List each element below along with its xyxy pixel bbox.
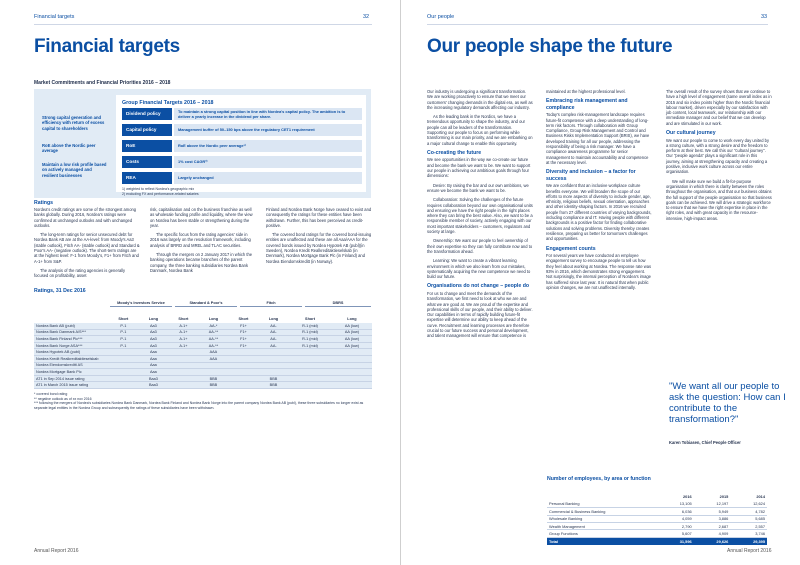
table-row [547, 515, 767, 522]
target-row [122, 108, 362, 120]
rating-cell: AA-** [199, 336, 228, 343]
paragraph: The long-term ratings for senior unsecured debt for Nordea Bank AB are at the AA-level: from Moody's Aa3 (stable outlook), Fitch AA- (stable outlook) and Standard & Poor's AA- (negative outlook). The short-term ratings are at the highest level: F-1 from Moody's, F1+ from Fitch and A-1+ from S&P. [34, 232, 140, 264]
paragraph: Today's complex risk-management landscape requires future-fit competence with a deep understanding of long-term risk factors. Through collaboration with Group Compliance, Group Risk Management and Control and Business Risks Implementation Support (BRIS), we have developed training for all our people, addressing the responsibility of being a risk manager. We have a compliance awareness programme for senior management to maintain accountability and competence at the necessary level. [546, 112, 650, 165]
count-cell: 4,059 [657, 515, 694, 522]
rating-cell [332, 349, 372, 356]
count-cell: 5,949 [694, 508, 731, 515]
employees-table [547, 493, 767, 545]
paragraph: Learning: We want to create a vibrant learning environment in which we also learn from our mistakes, systematically acquiring the new competence we need to build our future. [427, 258, 531, 280]
running-header: Our people [427, 14, 455, 20]
paragraph: We are confident that an inclusive workplace culture benefits everyone. We will broaden the scope of our efforts to more aspects of diversity to include gender, age, ethnicity, religious beliefs, sexual orientation, approaches and other identity-shaping factors. In 2016 we recruited people from 27 different countries of varying backgrounds, including compliance and IT. Having people with different backgrounds is a positive factor for finding collaborative solutions and solving problems. Diversity thereby creates resilience, preparing us better for tomorrow's challenges and opportunities. [546, 183, 652, 242]
rating-cell: F1+ [228, 323, 259, 330]
footnote: 2) excluding FX and performance-related salaries [122, 192, 199, 196]
count-cell: 6,036 [657, 508, 694, 515]
paragraph: For us to change and meet the demands of the transformation, we first need to look at who we are and what we are good at. We are proud of the expertise and professional skills of our people, and their ability to deliver. Our capabilities in terms of rapidly building future-fit expertise will determine our ability to keep ahead of the curve. Recruitment and learning processes are therefore crucial to our future success and personal development, and talent management will ensure that competence is [427, 290, 533, 339]
col-head: Short [178, 317, 189, 322]
entity-name: Nordea Mortgage Bank Plc [34, 369, 108, 376]
rating-cell: AA-** [199, 342, 228, 349]
rating-cell [332, 356, 372, 363]
entity-name: Nordea Bank AB (publ) [34, 323, 108, 330]
col-head: Short [305, 317, 315, 322]
target-row [122, 156, 362, 168]
count-cell: 5,685 [730, 515, 767, 522]
table-row [547, 508, 767, 515]
total-cell: 29,626 [694, 537, 731, 544]
pull-quote: "We want all our people to ask the question: How can I contribute to the transformation?" [669, 381, 786, 425]
rating-cell [288, 362, 332, 369]
table-row [34, 323, 372, 330]
table-notes [34, 392, 372, 410]
total-row [547, 537, 767, 544]
entity-name: AT1 in Sep 2014 issue rating [34, 375, 108, 382]
rating-cell [168, 349, 199, 356]
entity-name: Nordea Bank Norge ASA*** [34, 342, 108, 349]
rating-cell [168, 382, 199, 389]
rating-cell: P-1 [108, 329, 139, 336]
page-number: 32 [363, 14, 370, 20]
rating-cell [199, 369, 228, 376]
rating-cell: R-1 (mid) [288, 336, 332, 343]
area-name: Group Functions [547, 530, 657, 537]
count-cell: 3,746 [730, 530, 767, 537]
rating-cell: Aaa [139, 349, 168, 356]
count-cell: 12,197 [694, 500, 731, 507]
total-cell: 31,596 [657, 537, 694, 544]
table-row [34, 369, 372, 376]
rating-cell [168, 362, 199, 369]
rating-cell: Aa3 [139, 342, 168, 349]
rating-cell [108, 356, 139, 363]
agency-header: Fitch [240, 301, 302, 307]
rating-cell: BBB [259, 375, 288, 382]
rating-cell [288, 382, 332, 389]
paragraph: For several years we have conducted an employee engagement survey to encourage people to tell us how they feel about working at Nordea. The response rate was 93% in 2016, which demonstrates strong engagement. Not surprisingly, the internal perception of Nordea's image has suffered since last year. It is natural that when public opinion changes, we are not unaffected internally. [546, 253, 652, 290]
table-row [547, 523, 767, 530]
entity-name: AT1 in March 2015 issue rating [34, 382, 108, 389]
rating-cell: A-1+ [168, 323, 199, 330]
rating-cell [228, 375, 259, 382]
footer: Annual Report 2016 [727, 548, 772, 554]
col-head: Short [118, 317, 129, 322]
rating-cell: Aaa [139, 356, 168, 363]
year-head: 2016 [683, 494, 692, 500]
rating-cell: Baa3 [139, 382, 168, 389]
count-cell: 4,909 [694, 530, 731, 537]
rating-cell [108, 369, 139, 376]
entity-name: Nordea Eiendomskreditt AS [34, 362, 108, 369]
target-label: Dividend policy [122, 108, 172, 120]
target-value: To maintain a strong capital position in line with Nordea's capital policy. The ambition is to deliver a yearly increase in the dividend per share. [174, 108, 362, 120]
section-heading: Ratings [34, 200, 54, 206]
paragraph: Our industry is undergoing a significant transformation. We are working proactively to ensure that we meet our customers' changing demands in the digital era, as well as the increasing regulatory demands affecting our industry. [427, 89, 533, 110]
agency-header: Moody's Investors Service [110, 301, 172, 307]
rating-cell [288, 356, 332, 363]
goal-2: RoE above the Nordic peer average [42, 143, 96, 154]
note: ** negative outlook as of xx nov 2016 [34, 396, 92, 401]
paragraph: risk, capitalisation and on the business franchise as well as wholesale funding profile and liquidity, where the view on Nordea has been stable or strengthening during the year. [150, 207, 253, 228]
rating-cell: BBB [259, 382, 288, 389]
paragraph: Through the mergers on 2 January 2017 in which the banking operations became branches of the parent company, the three banking subsidiaries Nordea Bank Danmark, Nordea Bank [150, 252, 253, 273]
year-head: 2014 [756, 494, 765, 500]
rating-cell [259, 356, 288, 363]
table-header [547, 493, 767, 500]
rating-cell: AAA [199, 349, 228, 356]
target-label: RoE [122, 140, 172, 152]
rating-cell: Aa3 [139, 323, 168, 330]
count-cell: 13,105 [657, 500, 694, 507]
paragraph: Desire: By raising the bar and our own ambitions, we ensure we become the bank we want to be. [427, 182, 529, 193]
text-column [546, 89, 652, 294]
rating-cell: R-1 (mid) [288, 329, 332, 336]
agency-header: DBRS [305, 301, 371, 307]
entity-name: Nordea Bank Finland Plc*** [34, 336, 108, 343]
rating-cell: AA (low) [332, 323, 372, 330]
target-row [122, 140, 362, 152]
rating-cell [332, 375, 372, 382]
paragraph: Ownership: We want our people to feel ownership of their own expertise so they can fully contribute now and to the transformation ahead. [427, 238, 533, 254]
section-heading: Organisations do not change – people do [427, 283, 530, 290]
entity-name: Nordea Hypotek AB (publ) [34, 349, 108, 356]
paragraph: We see opportunities in the way we co-create our future and become the bank we want to be. We want to support our people in achieving our ambitious goals through four dimensions: [427, 157, 531, 179]
area-name: Wealth Management [547, 523, 657, 530]
targets-title: Group Financial Targets 2016 – 2018 [122, 100, 214, 106]
text-column [427, 89, 533, 343]
table-row [34, 349, 372, 356]
table-row [34, 382, 372, 389]
entity-name: Nordea Bank Danmark A/S*** [34, 329, 108, 336]
section-heading: Embracing risk management and compliance [546, 98, 628, 111]
rating-cell: P-1 [108, 336, 139, 343]
section-heading: Diversity and inclusion – a factor for success [546, 169, 636, 182]
paragraph: The covered bond ratings for the covered bond-issuing entities are unaffected and these are all Aaa/AAA for the covered bonds issued by Nordea Hypotek AB (publ)(in Sweden), Nordea Kredit Realkreditaktieselskab (in Denmark), Nordea Mortgage Bank Plc (in Finland) and Nordea Eiendomskreditt (in Norway). [266, 232, 372, 264]
table-row [34, 329, 372, 336]
rating-cell: Aaa [139, 369, 168, 376]
rating-cell: Aa3 [139, 336, 168, 343]
rating-cell [228, 382, 259, 389]
quote-attribution: Karen Tobiasen, Chief People Officer [669, 440, 741, 445]
area-name: Wholesale Banking [547, 515, 657, 522]
goal-3: Maintain a low risk profile based on actively managed and resilient businesses [42, 162, 107, 178]
rating-cell: Aa3 [139, 329, 168, 336]
header-rule [427, 24, 768, 25]
text-column [34, 207, 140, 283]
rating-cell: AA (low) [332, 329, 372, 336]
count-cell: 2,557 [730, 523, 767, 530]
table-row [34, 375, 372, 382]
target-value: RoE above the Nordic peer average¹⁾ [174, 140, 362, 152]
rating-cell: AA- [259, 336, 288, 343]
count-cell: 12,624 [730, 500, 767, 507]
table-row [34, 356, 372, 363]
target-value: 1% cost CAGR²⁾ [174, 156, 362, 168]
page-title: Our people shape the future [427, 36, 673, 57]
count-cell: 4,782 [730, 508, 767, 515]
rating-cell: P-1 [108, 342, 139, 349]
mc-title: Market Commitments and Financial Priorities 2016 – 2018 [34, 80, 171, 86]
rating-cell [228, 369, 259, 376]
rating-cell: F1+ [228, 336, 259, 343]
table-row [34, 336, 372, 343]
rating-cell: AA- [259, 329, 288, 336]
rating-cell: R-1 (mid) [288, 342, 332, 349]
rating-cell [108, 382, 139, 389]
area-name: Commercial & Business Banking [547, 508, 657, 515]
paragraph: The analysis of the rating agencies is generally focused on profitability, asset [34, 267, 126, 279]
rating-cell [108, 375, 139, 382]
rating-cell: BBB [199, 382, 228, 389]
paragraph: Finland and Nordea Bank Norge have ceased to exist and consequently the ratings for these entities have been withdrawn. Further, this has been perceived as credit-positive. [266, 207, 372, 228]
rating-cell [259, 369, 288, 376]
rating-cell [199, 362, 228, 369]
rating-cell: AA (low) [332, 336, 372, 343]
rating-cell: AAA [199, 356, 228, 363]
entity-name: Nordea Kredit Realkreditaktieselskab [34, 356, 108, 363]
section-heading: Engagement counts [546, 245, 596, 252]
page-title: Financial targets [34, 36, 180, 57]
note: * covered bond rating [34, 392, 68, 396]
target-label: REA [122, 172, 172, 184]
target-row [122, 172, 362, 184]
rating-cell: AA-* [199, 323, 228, 330]
target-value: Largely unchanged [174, 172, 362, 184]
col-head: Long [347, 317, 357, 322]
paragraph: We want our people to come to work every day united by a strong culture, with a strong desire and the freedom to perform at their best. We call this our "cultural journey". Our "people agenda" plays a significant role in this journey, aiming at strengthening capacity and creating a positive, inclusive work culture across our entire organisation. [666, 137, 770, 175]
rating-cell [108, 362, 139, 369]
rating-cell [288, 349, 332, 356]
rating-cell: A-1+ [168, 342, 199, 349]
rating-cell: AA-** [199, 329, 228, 336]
rating-cell: F1+ [228, 342, 259, 349]
count-cell: 2,790 [657, 523, 694, 530]
target-row [122, 124, 362, 136]
target-label: Costs [122, 156, 172, 168]
rating-cell [332, 362, 372, 369]
paragraph: The overall result of the survey shows that we continue to have a high level of engagement (same overall index as in 2015 and six index points higher than the Nordic financial labour market), driven especially by our satisfaction with job content, local teamwork, our relationship with our immediate manager and our belief that we can develop and are stimulated in our work. [666, 89, 772, 126]
rating-cell [288, 369, 332, 376]
rating-cell [288, 375, 332, 382]
count-cell: 3,886 [694, 515, 731, 522]
rating-cell [108, 349, 139, 356]
col-head: Long [208, 317, 219, 322]
rating-cell: A-1+ [168, 329, 199, 336]
table-subheader [34, 316, 372, 323]
rating-cell: AA- [259, 323, 288, 330]
table-row [34, 342, 372, 349]
running-header: Financial targets [34, 14, 75, 20]
count-cell: 5,607 [657, 530, 694, 537]
total-cell: 29,395 [730, 537, 767, 544]
rating-cell: R-1 (mid) [288, 323, 332, 330]
rating-cell [168, 375, 199, 382]
rating-cell [168, 356, 199, 363]
rating-cell: Baa3 [139, 375, 168, 382]
table-row [547, 530, 767, 537]
footnote: 1) weighted to reflect Nordea's geographic mix [122, 187, 195, 191]
footer: Annual Report 2016 [34, 548, 79, 554]
rating-cell [228, 356, 259, 363]
rating-cell: AA- [259, 342, 288, 349]
rating-cell: P-1 [108, 323, 139, 330]
text-column [150, 207, 256, 277]
year-head: 2015 [719, 494, 729, 500]
rating-cell [228, 349, 259, 356]
paragraph: Collaboration: Solving the challenges of the future requires collaboration beyond our own organisational units and ensuring we have the right people in the right places where they can bring the best value. Also, we want to be a responsible member of society, actively engaging with our most important stakeholders – customers, regulators and society at large. [427, 197, 533, 235]
section-heading: Co-creating the future [427, 149, 482, 156]
area-name: Personal Banking [547, 500, 657, 507]
section-heading: Our cultural journey [666, 130, 716, 137]
rating-cell: F1+ [228, 329, 259, 336]
target-label: Capital policy [122, 124, 172, 136]
rating-cell: AA (low) [332, 342, 372, 349]
text-column [266, 207, 372, 268]
table-row [547, 500, 767, 507]
table-row [34, 362, 372, 369]
page-number: 33 [761, 14, 768, 20]
target-value: Management buffer of 50–150 bps above the regulatory CET1 requirement [174, 124, 362, 136]
paragraph: We will make sure we build a fit-for-purpose organisation in which there is clarity between the roles throughout the organisation, and that our business obtains the full support of the people organisation so that business goals can be achieved. We will drive a strategic workforce to ensure that we have the right expertise in place in the right roles, and with great capacity in the resource-intensive, high-impact areas. [666, 178, 772, 221]
paragraph: As the leading bank in the Nordics, we have a tremendous opportunity to shape the industry, and our people can all be leaders of the transformation. Supporting our people to focus on performing while transforming is our main priority, and we are embarking on a major cultural change to enable this opportunity. [427, 114, 533, 146]
rating-cell [332, 382, 372, 389]
rating-cell: BBB [199, 375, 228, 382]
col-head: Long [268, 317, 279, 322]
paragraph: maintained at the highest professional level. [546, 89, 626, 94]
blank-cell [547, 493, 657, 500]
table-title: Number of employees, by area or function [547, 476, 651, 482]
count-cell: 2,687 [694, 523, 731, 530]
rating-cell [228, 362, 259, 369]
text-column [666, 89, 772, 225]
header-rule [34, 24, 372, 25]
rating-cell [259, 349, 288, 356]
paragraph: Nordea's credit ratings are some of the strongest among banks globally. During 2016, Nordea's ratings were confirmed at unchanged outlooks and with unchanged outlooks. [34, 207, 137, 228]
rating-cell [259, 362, 288, 369]
goal-1: Strong capital generation and efficiency with return of excess capital to shareholders [42, 115, 105, 131]
agency-header: Standard & Poor's [175, 301, 237, 307]
rating-cell [332, 369, 372, 376]
total-label: Total [547, 537, 657, 544]
col-head: Short [238, 317, 249, 322]
blank-cell [34, 316, 108, 323]
table-title: Ratings, 31 Dec 2016 [34, 288, 86, 294]
note: *** following the mergers of Nordea's subsidiaries Nordea Bank Danmark, Nordea Bank Finland and Nordea Bank Norge into the parent company Nordea Bank AB (publ), these three subsidiaries no longer exist as separate legal entities in the Nordea Group and subsequently the ratings of these subsidiaries have been withdrawn. [34, 401, 364, 410]
rating-cell: A-1+ [168, 336, 199, 343]
rating-cell [168, 369, 199, 376]
ratings-table [34, 316, 372, 389]
rating-cell: Aaa [139, 362, 168, 369]
col-head: Long [148, 317, 159, 322]
paragraph: The specific focus from the rating agencies' side in 2016 was largely on the resolution framework, including analysis of BRRD and MREL and TLAC securities. [150, 232, 251, 248]
